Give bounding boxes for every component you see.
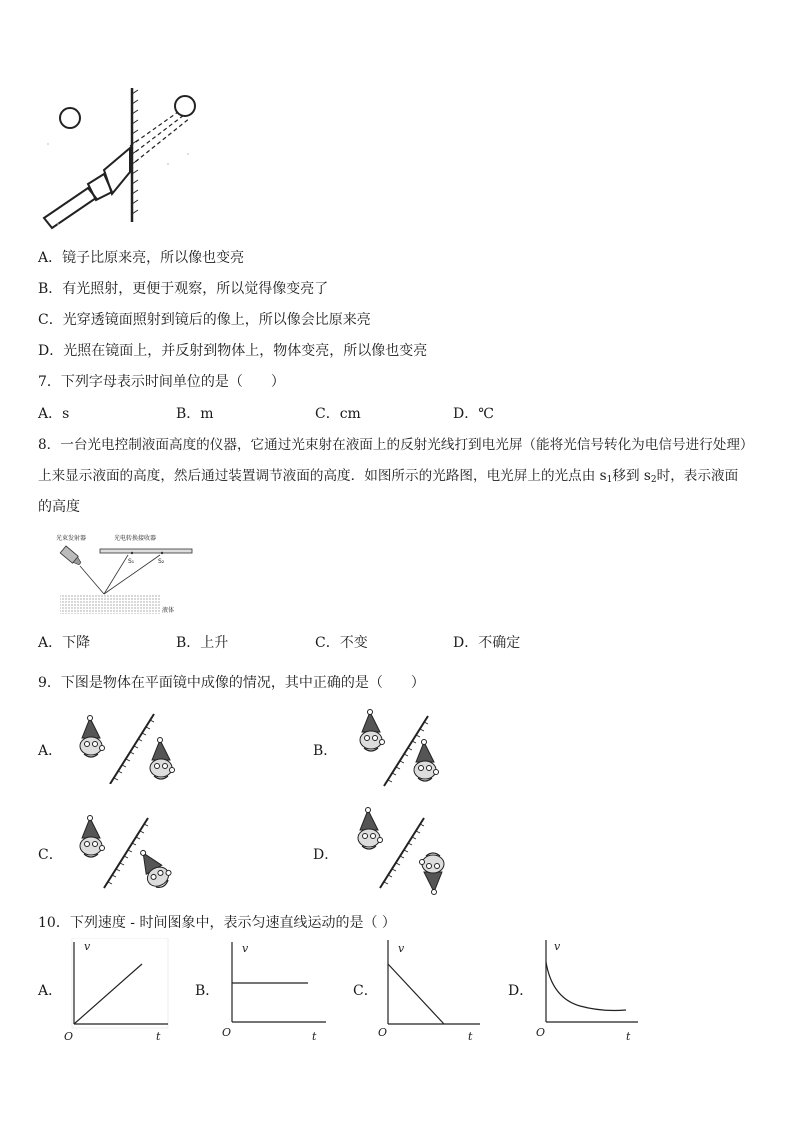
option-text: 上升 [200,635,229,651]
q9-figure-d [352,806,462,902]
q10-graph-a [58,938,170,1044]
receiver-label: 光电转换接收器 [114,535,157,542]
v-axis-label: v [398,942,405,955]
option-text: ℃ [478,406,494,422]
t-axis-label: t [312,1030,317,1043]
q9-figure-a [74,712,184,784]
q8-line-2-mid: 移到 s [612,468,651,484]
origin-label: O [536,1026,546,1039]
t-axis-label: t [156,1030,161,1043]
option-key: B． [176,635,201,651]
q6-option-d [38,341,427,361]
option-text: 有光照射，更便于观察，所以觉得像变亮了 [62,281,329,297]
q10-graph-d [530,936,642,1044]
s1-label: S₁ [128,558,135,565]
v-axis-label: v [242,942,249,955]
q8-option-c [315,633,368,653]
v-axis-label: v [554,940,561,953]
q9-option-a-key: A． [38,743,63,759]
q6-option-a [38,248,244,268]
q8-line-2 [38,466,738,490]
q6-option-c [38,310,371,330]
option-key: C． [38,312,63,328]
q8-line-2-post: 时，表示液面 [656,468,739,484]
q10-option-c-key: C． [353,983,378,999]
origin-label: O [378,1026,388,1039]
q7-option-c [315,404,361,424]
q8-sub-1: 1 [606,475,613,485]
option-key: C． [315,635,340,651]
v-axis-label: v [84,940,91,953]
q8-figure [56,532,196,620]
option-text: cm [339,406,361,422]
q8-option-d [453,633,520,653]
liquid-label: 液体 [162,607,175,614]
option-key: D． [38,343,64,359]
q8-line-2-pre: 上来显示液面的高度，然后通过装置调节液面的高度．如图所示的光路图，电光屏上的光点由 s [38,468,607,484]
option-text: 不确定 [478,635,521,651]
q10-option-a-key: A． [38,983,63,999]
origin-label: O [64,1030,74,1043]
q9-option-b-key: B． [313,743,338,759]
q6-figure [38,84,208,234]
option-text: 下降 [62,635,91,651]
s2-label: S₂ [158,558,165,565]
option-key: C． [315,406,340,422]
origin-label: O [222,1026,232,1039]
q8-option-a [38,633,90,653]
option-key: D． [453,406,479,422]
option-text: m [200,406,214,422]
q10-option-d-key: D． [508,983,534,999]
q7-option-a [38,404,69,424]
q10-graph-b [216,938,328,1044]
option-key: A． [38,635,63,651]
t-axis-label: t [626,1030,631,1043]
option-text: s [62,406,70,422]
q10-option-b-key: B． [195,983,220,999]
q8-line-1: 8．一台光电控制液面高度的仪器，它通过光束射在液面上的反射光线打到电光屏（能将光信号转化为电信号进行处理） [38,437,754,453]
q7-question: 7．下列字母表示时间单位的是（ ） [38,374,285,390]
t-axis-label: t [468,1030,473,1043]
q10-question: 10．下列速度 - 时间图象中，表示匀速直线运动的是（ ） [38,915,396,931]
option-key: B． [176,406,201,422]
option-text: 光穿透镜面照射到镜后的像上，所以像会比原来亮 [62,312,371,328]
option-key: B． [38,281,63,297]
q9-option-d-key: D． [313,847,339,863]
q8-option-b [176,633,228,653]
q7-option-b [176,404,214,424]
q9-question: 9．下图是物体在平面镜中成像的情况，其中正确的是（ ） [38,675,425,691]
option-text: 镜子比原来亮，所以像也变亮 [62,250,245,266]
q8-line-3: 的高度 [38,499,80,515]
option-text: 光照在镜面上，并反射到物体上，物体变亮，所以像也变亮 [63,343,428,359]
q9-figure-c [74,812,184,892]
emitter-label: 光束发射器 [56,535,87,542]
q6-option-b [38,279,328,299]
q7-option-d [453,404,494,424]
option-key: D． [453,635,479,651]
option-key: A． [38,406,63,422]
option-key: A． [38,250,63,266]
q8-sub-2: 2 [650,475,657,485]
q10-graph-c [372,938,484,1044]
option-text: 不变 [339,635,368,651]
q9-option-c-key: C． [38,847,63,863]
q9-figure-b [354,706,464,792]
